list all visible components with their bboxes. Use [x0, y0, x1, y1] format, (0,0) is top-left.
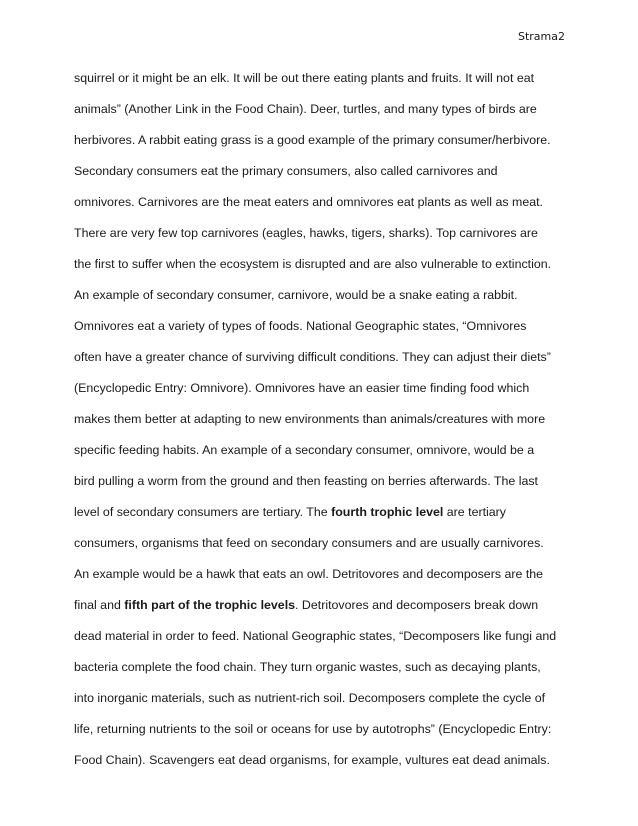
text-line: life, returning nutrients to the soil or oceans for use by autotrophs” (Encyclopedic Entry:	[74, 722, 552, 736]
text-line: animals” (Another Link in the Food Chain). Deer, turtles, and many types of birds are	[74, 102, 537, 116]
text-segment: final and	[74, 598, 125, 612]
text-line: bird pulling a worm from the ground and then feasting on berries afterwards. The last	[74, 474, 538, 488]
text-line: omnivores. Carnivores are the meat eaters and omnivores eat plants as well as meat.	[74, 195, 543, 209]
text-segment: level of secondary consumers are tertiary. The	[74, 505, 332, 519]
text-line: (Encyclopedic Entry: Omnivore). Omnivores have an easier time finding food which	[74, 381, 530, 395]
text-line	[74, 595, 574, 626]
text-line: herbivores. A rabbit eating grass is a good example of the primary consumer/herbivore.	[74, 133, 551, 147]
bold-term: fourth trophic level	[331, 505, 444, 519]
text-line: the first to suffer when the ecosystem is disrupted and are also vulnerable to extinction.	[74, 257, 552, 271]
text-line: An example would be a hawk that eats an owl. Detritovores and decomposers are the	[74, 567, 544, 581]
text-line	[74, 502, 574, 533]
text-line: An example of secondary consumer, carnivore, would be a snake eating a rabbit.	[74, 288, 518, 302]
text-line: squirrel or it might be an elk. It will be out there eating plants and fruits. It will not eat	[74, 71, 535, 85]
text-line: often have a greater chance of surviving difficult conditions. They can adjust their diets”	[74, 350, 551, 364]
text-line: There are very few top carnivores (eagles, hawks, tigers, sharks). Top carnivores are	[74, 226, 538, 240]
text-line: consumers, organisms that feed on secondary consumers and are usually carnivores.	[74, 536, 544, 550]
text-line: Omnivores eat a variety of types of foods. National Geographic states, “Omnivores	[74, 319, 527, 333]
text-line: specific feeding habits. An example of a secondary consumer, omnivore, would be a	[74, 443, 535, 457]
text-line: Food Chain). Scavengers eat dead organisms, for example, vultures eat dead animals.	[74, 753, 550, 767]
text-line: makes them better at adapting to new environments than animals/creatures with more	[74, 412, 546, 426]
body-text	[74, 68, 574, 781]
text-line: bacteria complete the food chain. They turn organic wastes, such as decaying plants,	[74, 660, 541, 674]
text-segment: are tertiary	[443, 505, 506, 519]
text-line: Secondary consumers eat the primary consumers, also called carnivores and	[74, 164, 498, 178]
text-line: dead material in order to feed. National Geographic states, “Decomposers like fungi and	[74, 629, 557, 643]
running-head: Strama2	[517, 30, 565, 43]
text-line: into inorganic materials, such as nutrient-rich soil. Decomposers complete the cycle of	[74, 691, 546, 705]
text-segment: . Detritovores and decomposers break down	[295, 598, 539, 612]
bold-term: fifth part of the trophic levels	[124, 598, 296, 612]
